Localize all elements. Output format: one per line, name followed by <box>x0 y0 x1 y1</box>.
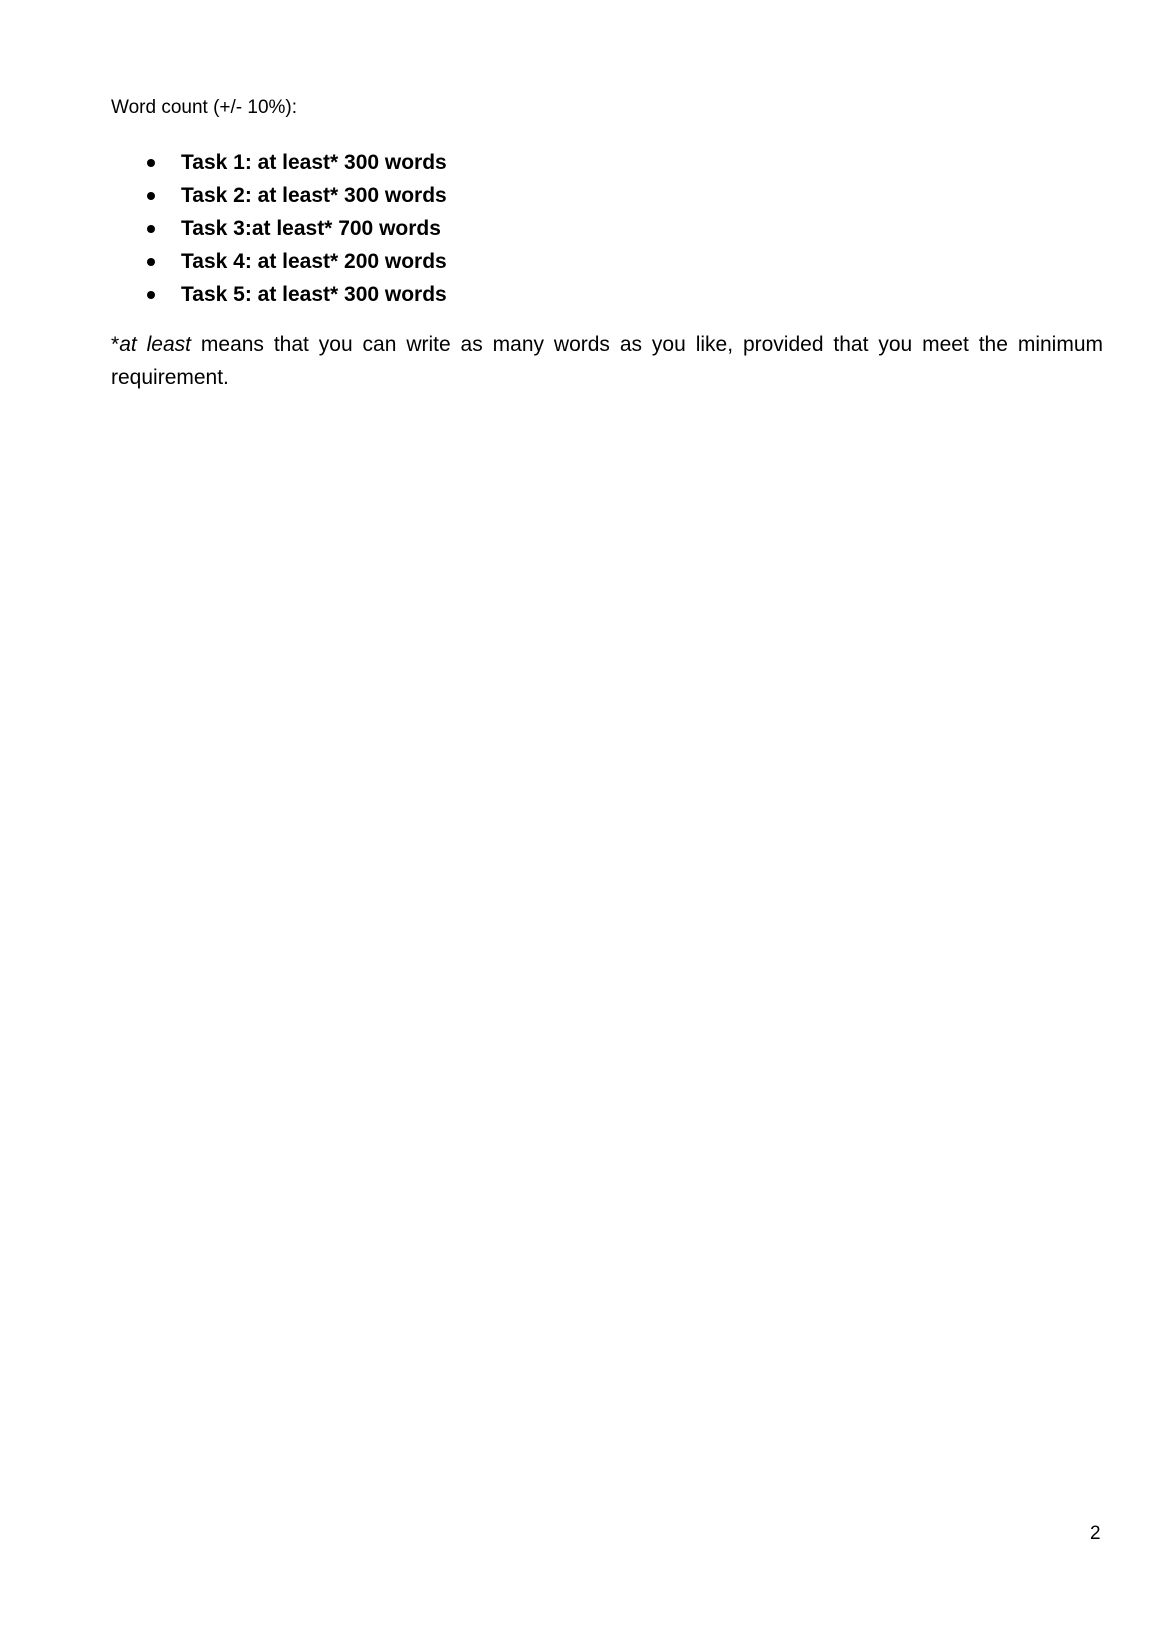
task-label: Task 5: at least* 300 words <box>181 283 447 306</box>
bullet-icon <box>147 258 155 266</box>
word-count-heading: Word count (+/- 10%): <box>111 97 298 118</box>
footnote-asterisk: * <box>111 333 120 356</box>
task-label: Task 4: at least* 200 words <box>181 250 447 273</box>
list-item <box>111 146 447 179</box>
list-item <box>111 212 447 245</box>
list-item <box>111 278 447 311</box>
bullet-icon <box>147 192 155 200</box>
bullet-icon <box>147 291 155 299</box>
task-list <box>111 146 447 311</box>
bullet-icon <box>147 225 155 233</box>
footnote-emphasis: at least <box>119 333 191 356</box>
task-label: Task 3:at least* 700 words <box>181 217 441 240</box>
list-item <box>111 245 447 278</box>
footnote-text: means that you can write as many words as you like, provided that you meet the minimum requirement. <box>111 333 1104 389</box>
task-label: Task 2: at least* 300 words <box>181 184 447 207</box>
list-item <box>111 179 447 212</box>
footnote <box>111 328 1103 394</box>
page-number: 2 <box>1090 1523 1101 1544</box>
bullet-icon <box>147 159 155 167</box>
task-label: Task 1: at least* 300 words <box>181 151 447 174</box>
